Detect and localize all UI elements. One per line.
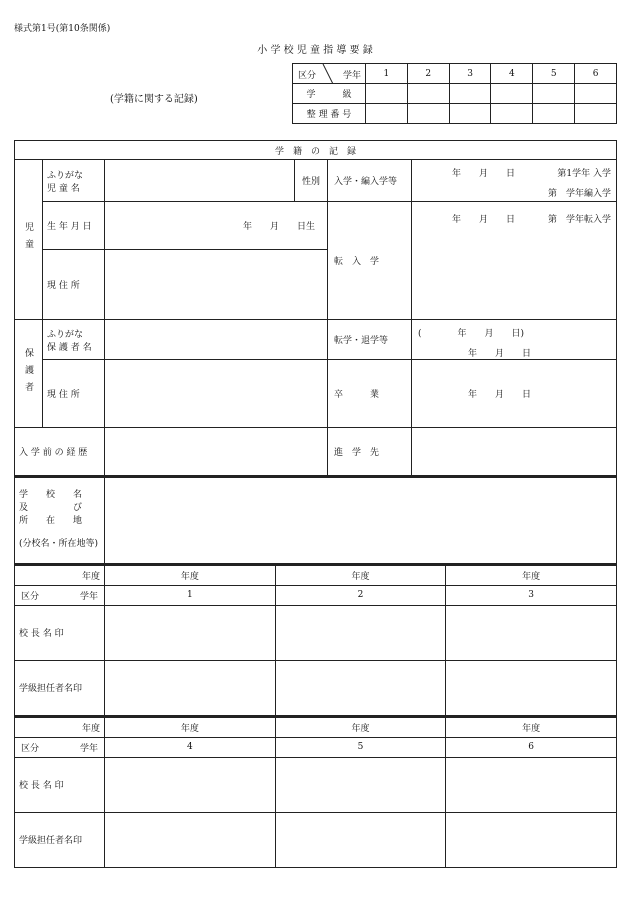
grade-cell: 2: [275, 585, 446, 605]
address-field[interactable]: [105, 250, 328, 320]
principal-seal-cell[interactable]: [105, 605, 276, 660]
record-subtitle: (学籍に関する記録): [110, 94, 198, 105]
nendo-cell[interactable]: 年度: [446, 565, 617, 585]
school-label: 学 校 名 及 び 所 在 地 (分校名・所在地等): [15, 477, 105, 563]
pre-history-field[interactable]: [105, 428, 328, 476]
child-label: 児童: [15, 160, 43, 320]
guardian-label: 保護者: [15, 320, 43, 428]
number-cell[interactable]: [533, 104, 575, 124]
class-cell[interactable]: [491, 84, 533, 104]
principal-label: 校 長 名 印: [15, 757, 105, 812]
teacher-seal-cell[interactable]: [105, 812, 276, 867]
principal-seal-cell[interactable]: [446, 757, 617, 812]
kubun-gakunen-label: 区分 学年: [15, 737, 105, 757]
nendo-cell[interactable]: 年度: [105, 717, 276, 737]
teacher-seal-cell[interactable]: [275, 812, 446, 867]
number-cell[interactable]: [449, 104, 491, 124]
grade-cell: 5: [275, 737, 446, 757]
class-cell[interactable]: [449, 84, 491, 104]
class-cell[interactable]: [575, 84, 617, 104]
principal-seal-cell[interactable]: [446, 605, 617, 660]
grade-cell: 6: [446, 737, 617, 757]
form-number: 様式第1号(第10条関係): [14, 24, 111, 34]
nendo-label: 年度: [15, 717, 105, 737]
teacher-seal-cell[interactable]: [105, 660, 276, 715]
school-table: [14, 476, 617, 564]
number-cell[interactable]: [491, 104, 533, 124]
class-cell[interactable]: [533, 84, 575, 104]
sex-label: 性別: [295, 160, 328, 202]
transfer-out-field[interactable]: ( 年 月 日) 年 月 日: [412, 320, 617, 360]
nendo-cell[interactable]: 年度: [446, 717, 617, 737]
number-cell[interactable]: [575, 104, 617, 124]
principal-seal-cell[interactable]: [105, 757, 276, 812]
grade-header: 1: [366, 64, 408, 84]
class-label: 学 級: [293, 84, 366, 104]
address-label: 現 住 所: [43, 250, 105, 320]
guardian-name-label: ふりがな 保 護 者 名: [43, 320, 105, 360]
admission-field[interactable]: 年 月 日 第1学年 入学 第 学年編入学: [412, 160, 617, 202]
grade-header: 6: [575, 64, 617, 84]
page-title: 小 学 校 児 童 指 導 要 録: [257, 45, 373, 56]
graduation-field[interactable]: 年 月 日: [412, 360, 617, 428]
grade-cell: 3: [446, 585, 617, 605]
year-table-1: [14, 564, 617, 716]
school-field[interactable]: [105, 477, 617, 563]
pre-history-label: 入 学 前 の 経 歴: [15, 428, 105, 476]
number-label: 整 理 番 号: [293, 104, 366, 124]
admission-label: 入学・編入学等: [328, 160, 412, 202]
teacher-seal-cell[interactable]: [446, 660, 617, 715]
graduation-label: 卒 業: [328, 360, 412, 428]
next-school-label: 進 学 先: [328, 428, 412, 476]
birthdate-field[interactable]: 年 月 日生: [105, 202, 328, 250]
teacher-seal-cell[interactable]: [446, 812, 617, 867]
guardian-name-field[interactable]: [105, 320, 328, 360]
transfer-out-label: 転学・退学等: [328, 320, 412, 360]
transfer-in-field[interactable]: 年 月 日 第 学年転入学: [412, 202, 617, 320]
principal-seal-cell[interactable]: [275, 757, 446, 812]
nendo-cell[interactable]: 年度: [275, 717, 446, 737]
principal-label: 校 長 名 印: [15, 605, 105, 660]
number-cell[interactable]: [407, 104, 449, 124]
class-cell[interactable]: [407, 84, 449, 104]
teacher-label: 学級担任者名印: [15, 812, 105, 867]
grade-cell: 1: [105, 585, 276, 605]
kubun-gakunen-cell: 区分 学年: [293, 64, 366, 84]
grade-header: 5: [533, 64, 575, 84]
teacher-seal-cell[interactable]: [275, 660, 446, 715]
grade-cell: 4: [105, 737, 276, 757]
next-school-field[interactable]: [412, 428, 617, 476]
child-name-label: ふりがな 児 童 名: [43, 160, 105, 202]
kubun-gakunen-label: 区分 学年: [15, 585, 105, 605]
grade-table: [292, 63, 617, 124]
child-name-field[interactable]: [105, 160, 295, 202]
teacher-label: 学級担任者名印: [15, 660, 105, 715]
registry-header: 学 籍 の 記 録: [15, 141, 617, 160]
grade-header: 2: [407, 64, 449, 84]
grade-header: 3: [449, 64, 491, 84]
class-cell[interactable]: [366, 84, 408, 104]
registry-table: [14, 140, 617, 476]
guardian-address-field[interactable]: [105, 360, 328, 428]
nendo-cell[interactable]: 年度: [275, 565, 446, 585]
grade-header: 4: [491, 64, 533, 84]
transfer-in-label: 転 入 学: [328, 202, 412, 320]
year-table-2: [14, 716, 617, 868]
guardian-address-label: 現 住 所: [43, 360, 105, 428]
number-cell[interactable]: [366, 104, 408, 124]
nendo-label: 年度: [15, 565, 105, 585]
principal-seal-cell[interactable]: [275, 605, 446, 660]
birthdate-label: 生 年 月 日: [43, 202, 105, 250]
nendo-cell[interactable]: 年度: [105, 565, 276, 585]
